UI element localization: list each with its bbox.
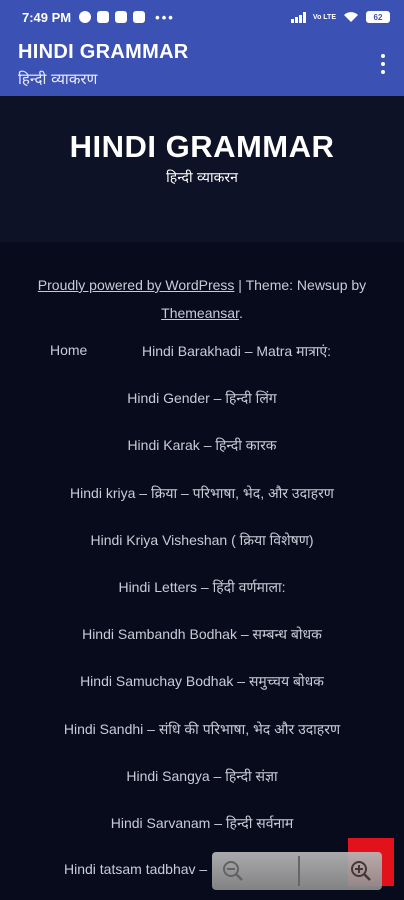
menu-item-kriya[interactable]: Hindi kriya – क्रिया – परिभाषा, भेद, और उदाहरण bbox=[70, 485, 334, 501]
battery-icon: 62 bbox=[366, 11, 390, 23]
menu-item-home[interactable]: Home bbox=[50, 342, 88, 358]
page-content bbox=[0, 242, 404, 900]
hotspot-icon bbox=[115, 11, 127, 23]
status-bar bbox=[0, 0, 404, 34]
menu-item-sangya[interactable]: Hindi Sangya – हिन्दी संज्ञा bbox=[126, 768, 278, 784]
themeansar-link[interactable]: Themeansar bbox=[161, 305, 239, 321]
wordpress-link[interactable]: Proudly powered by WordPress bbox=[37, 277, 235, 293]
zoom-controls bbox=[212, 852, 382, 890]
status-notification-icons bbox=[79, 11, 145, 23]
zoom-in-icon[interactable] bbox=[350, 860, 372, 882]
period-text: . bbox=[238, 305, 243, 321]
theme-text: | Theme: Newsup by bbox=[234, 277, 367, 293]
compass-icon bbox=[79, 11, 91, 23]
menu-item-letters[interactable]: Hindi Letters – हिंदी वर्णमाला: bbox=[118, 579, 286, 595]
zoom-out-icon[interactable] bbox=[222, 860, 244, 882]
menu-item-karak[interactable]: Hindi Karak – हिन्दी कारक bbox=[127, 437, 277, 453]
message-icon bbox=[97, 11, 109, 23]
status-time: 7:49 PM bbox=[22, 9, 72, 25]
menu-item-tatsam-tadbhav[interactable]: Hindi tatsam tadbhav – bbox=[64, 861, 208, 877]
site-header bbox=[0, 96, 404, 242]
footer-credit bbox=[20, 271, 384, 327]
menu-item-samuchay-bodhak[interactable]: Hindi Samuchay Bodhak – समुच्चय बोधक bbox=[80, 673, 324, 689]
wifi-icon bbox=[343, 11, 359, 23]
menu-item-barakhadi[interactable]: Hindi Barakhadi – Matra मात्राएं: bbox=[142, 343, 332, 359]
more-notifications-icon: ••• bbox=[155, 9, 175, 25]
menu-item-sambandh-bodhak[interactable]: Hindi Sambandh Bodhak – सम्बन्ध बोधक bbox=[82, 626, 322, 642]
trash-icon bbox=[133, 11, 145, 23]
menu-item-kriya-visheshan[interactable]: Hindi Kriya Visheshan ( क्रिया विशेषण) bbox=[90, 532, 314, 548]
volte-label: Vo LTE bbox=[312, 13, 336, 21]
menu-first-row bbox=[0, 342, 404, 362]
app-bar bbox=[0, 34, 404, 96]
app-subtitle: हिन्दी व्याकरण bbox=[18, 70, 98, 88]
status-system-icons bbox=[291, 0, 390, 34]
site-tagline: हिन्दी व्याकरन bbox=[166, 170, 238, 186]
menu-item-sandhi[interactable]: Hindi Sandhi – संधि की परिभाषा, भेद और उदाहरण bbox=[63, 721, 341, 737]
site-title[interactable]: HINDI GRAMMAR bbox=[69, 129, 335, 164]
app-title: HINDI GRAMMAR bbox=[18, 41, 189, 63]
menu-item-sarvanam[interactable]: Hindi Sarvanam – हिन्दी सर्वनाम bbox=[110, 815, 294, 831]
zoom-divider bbox=[298, 856, 300, 886]
signal-icon bbox=[291, 12, 306, 23]
menu-item-gender[interactable]: Hindi Gender – हिन्दी लिंग bbox=[127, 390, 277, 406]
overflow-menu-icon[interactable] bbox=[376, 52, 390, 76]
